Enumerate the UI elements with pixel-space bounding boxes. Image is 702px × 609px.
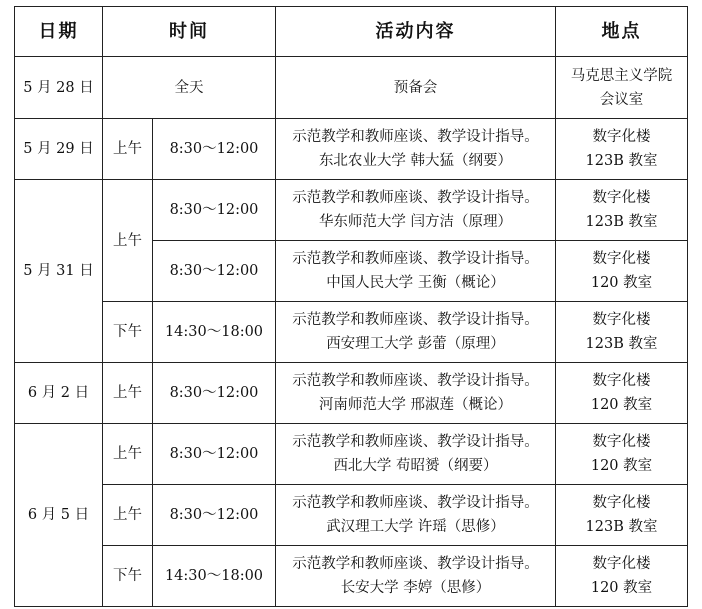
location-line2: 123B 教室 <box>585 519 658 535</box>
location-line2: 120 教室 <box>590 275 653 291</box>
activity-text: 预备会 <box>393 79 438 96</box>
time-cell: 8:30～12:00 <box>153 424 276 485</box>
location-line1: 数字化楼 <box>592 251 651 267</box>
activity-cell <box>276 363 556 424</box>
table-row <box>15 546 688 607</box>
location-line1: 马克思主义学院 <box>570 67 673 84</box>
table-row <box>15 119 688 180</box>
table-row <box>15 485 688 546</box>
header-activity: 活动内容 <box>276 7 556 57</box>
activity-cell <box>276 57 556 119</box>
location-line1: 数字化楼 <box>592 129 651 145</box>
location-line2: 123B 教室 <box>585 153 658 169</box>
date-cell: 6 月 2 日 <box>15 363 103 424</box>
header-date: 日期 <box>15 7 103 57</box>
time-cell: 8:30～12:00 <box>153 241 276 302</box>
date-cell: 5 月 29 日 <box>15 119 103 180</box>
location-cell <box>556 424 688 485</box>
activity-cell <box>276 485 556 546</box>
time-cell: 8:30～12:00 <box>153 363 276 424</box>
location-cell <box>556 241 688 302</box>
location-line1: 数字化楼 <box>592 312 651 328</box>
table-row <box>15 424 688 485</box>
location-line2: 123B 教室 <box>585 214 658 230</box>
activity-line2: 河南师范大学 邢淑莲（概论） <box>318 397 513 413</box>
activity-line1: 示范教学和教师座谈、教学设计指导。 <box>292 312 539 328</box>
time-cell: 8:30～12:00 <box>153 180 276 241</box>
date-cell: 5 月 28 日 <box>15 57 103 119</box>
activity-line2: 中国人民大学 王衡（概论） <box>326 275 505 291</box>
activity-line1: 示范教学和教师座谈、教学设计指导。 <box>292 190 539 206</box>
time-cell: 8:30～12:00 <box>153 485 276 546</box>
period-cell: 上午 <box>103 363 153 424</box>
activity-line1: 示范教学和教师座谈、教学设计指导。 <box>292 129 539 145</box>
location-line2: 会议室 <box>599 91 644 108</box>
location-line2: 120 教室 <box>590 397 653 413</box>
location-line1: 数字化楼 <box>592 373 651 389</box>
location-line1: 数字化楼 <box>592 495 651 511</box>
activity-line2: 华东师范大学 闫方洁（原理） <box>318 214 513 230</box>
table-row <box>15 302 688 363</box>
date-cell: 5 月 31 日 <box>15 180 103 363</box>
location-cell <box>556 302 688 363</box>
table-row <box>15 180 688 241</box>
table-row <box>15 57 688 119</box>
location-cell <box>556 546 688 607</box>
activity-line2: 长安大学 李婷（思修） <box>340 580 491 596</box>
date-cell: 6 月 5 日 <box>15 424 103 607</box>
time-cell: 14:30～18:00 <box>153 302 276 363</box>
activity-line2: 西安理工大学 彭蕾（原理） <box>326 336 505 352</box>
location-line2: 123B 教室 <box>585 336 658 352</box>
table-row <box>15 363 688 424</box>
activity-line1: 示范教学和教师座谈、教学设计指导。 <box>292 495 539 511</box>
activity-cell <box>276 241 556 302</box>
activity-line2: 东北农业大学 韩大猛（纲要） <box>318 153 513 169</box>
location-cell <box>556 180 688 241</box>
location-line2: 120 教室 <box>590 580 653 596</box>
period-cell: 下午 <box>103 302 153 363</box>
activity-cell <box>276 302 556 363</box>
time-cell: 8:30～12:00 <box>153 119 276 180</box>
activity-line1: 示范教学和教师座谈、教学设计指导。 <box>292 556 539 572</box>
location-cell <box>556 485 688 546</box>
time-cell: 14:30～18:00 <box>153 546 276 607</box>
activity-cell <box>276 180 556 241</box>
time-cell: 全天 <box>103 57 276 119</box>
location-line1: 数字化楼 <box>592 556 651 572</box>
activity-cell <box>276 546 556 607</box>
location-line1: 数字化楼 <box>592 190 651 206</box>
location-cell <box>556 119 688 180</box>
schedule-table <box>14 6 688 607</box>
header-row <box>15 7 688 57</box>
location-cell <box>556 363 688 424</box>
activity-line1: 示范教学和教师座谈、教学设计指导。 <box>292 373 539 389</box>
activity-line2: 西北大学 苟昭赟（纲要） <box>333 458 498 474</box>
activity-line1: 示范教学和教师座谈、教学设计指导。 <box>292 251 539 267</box>
activity-cell <box>276 424 556 485</box>
activity-line2: 武汉理工大学 许瑶（思修） <box>326 519 505 535</box>
activity-cell <box>276 119 556 180</box>
activity-line1: 示范教学和教师座谈、教学设计指导。 <box>292 434 539 450</box>
header-location: 地点 <box>556 7 688 57</box>
period-cell: 上午 <box>103 180 153 302</box>
period-cell: 上午 <box>103 119 153 180</box>
header-time: 时间 <box>103 7 276 57</box>
period-cell: 下午 <box>103 546 153 607</box>
period-cell: 上午 <box>103 485 153 546</box>
period-cell: 上午 <box>103 424 153 485</box>
location-line2: 120 教室 <box>590 458 653 474</box>
location-line1: 数字化楼 <box>592 434 651 450</box>
location-cell <box>556 57 688 119</box>
